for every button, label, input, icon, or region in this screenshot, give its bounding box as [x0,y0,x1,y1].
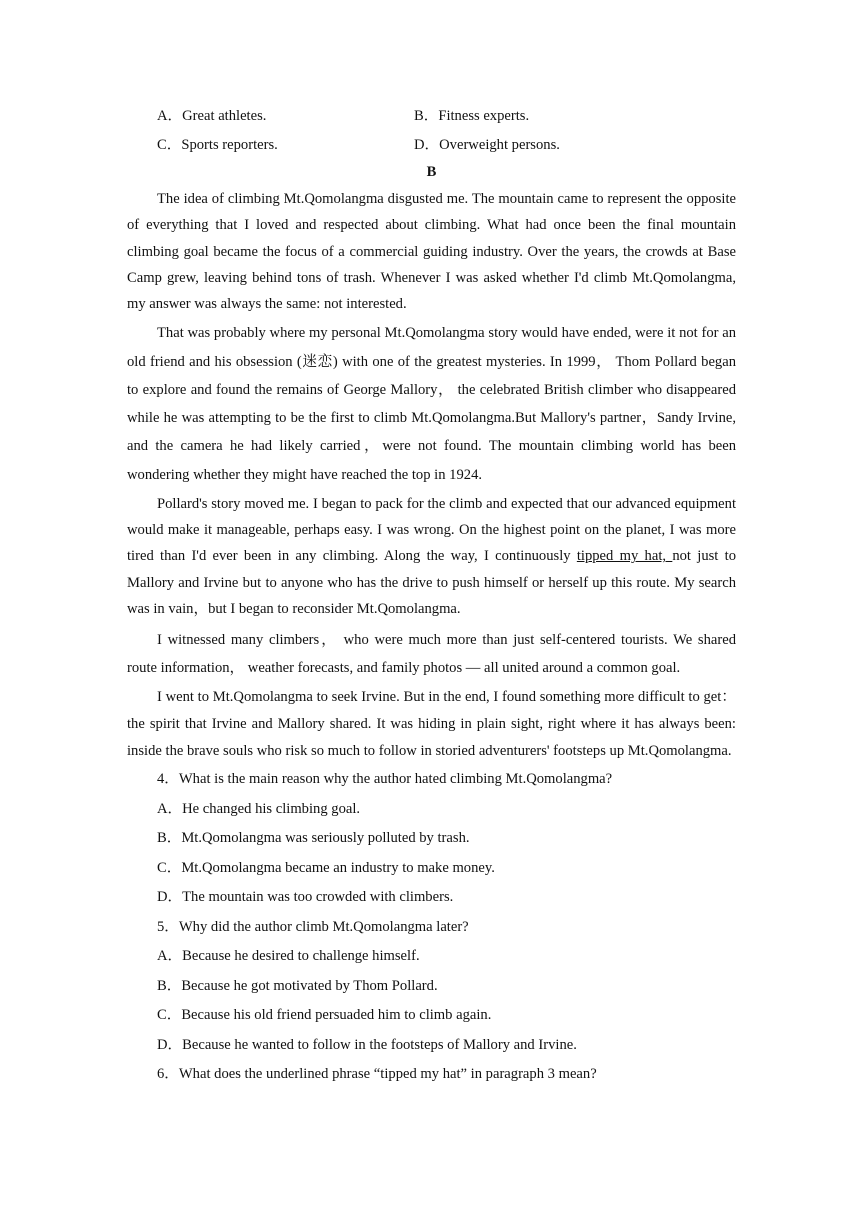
question-5-option-b: B．Because he got motivated by Thom Pollard. [157,977,438,994]
document-page [127,100,736,1090]
prev-option-a: A．Great athletes. [157,108,267,124]
section-title: B [426,164,437,180]
passage-paragraph-2: That was probably where my personal Mt.Qomolangma story would have ended, were it not for an old friend and his obsession (迷恋) with one of the greatest mysteries. In 1999， Thom Pollard began to explore and found the remains of George Mallory， the celebrated British climber who disappeared while he was attempting to be the first to climb Mt.Qomolangma.But Mallory's partner，Sandy Irvine, and the camera he had likely carried，were not found. The mountain climbing world has been wondering whether they might have reached the top in 1924. [127,325,736,483]
question-4-option-d: D．The mountain was too crowded with climbers. [157,889,454,906]
paragraph-3-text-after: not just to Mallory and Irvine but to anyone who has the drive to push himself or herself up this route. My search was in vain，but I began to reconsider Mt.Qomolangma. [127,548,736,617]
question-5-option-d: D．Because he wanted to follow in the footsteps of Mallory and Irvine. [157,1036,577,1053]
question-4: 4．What is the main reason why the author hated climbing Mt.Qomolangma? [157,771,613,788]
paragraph-3-text-before: Pollard's story moved me. I began to pack for the climb and expected that our advanced equipment would make it manageable, perhaps easy. I was wrong. On the highest point on the planet, I was more tired than I'd ever been in any climbing. Along the way, I continuously [127,495,736,565]
prev-options-row-2 [127,129,736,158]
passage-paragraph-5: I went to Mt.Qomolangma to seek Irvine. But in the end, I found something more difficult to get：the spirit that Irvine and Mallory shared. It was hiding in plain sight, right where it has always been: inside the brave souls who risk so much to follow in storied adventurers' footsteps up Mt.Qomolangma. [127,689,736,760]
question-5: 5．Why did the author climb Mt.Qomolangma later? [157,918,469,935]
passage-paragraph-4: I witnessed many climbers， who were much more than just self-centered tourists. We shared route information， weather forecasts, and family photos — all united around a common goal. [127,632,736,677]
prev-option-c: C．Sports reporters. [157,137,278,153]
question-4-option-c: C．Mt.Qomolangma became an industry to make money. [157,859,495,876]
question-5-option-a: A．Because he desired to challenge himself. [157,948,420,965]
prev-option-d: D．Overweight persons. [414,137,560,153]
passage-paragraph-1: The idea of climbing Mt.Qomolangma disgusted me. The mountain came to represent the opposite of everything that I loved and respected about climbing. What had once been the final mountain climbing goal became the focus of a commercial guiding industry. Over the years, the crowds at Base Camp grew, leaving behind tons of trash. Whenever I was asked whether I'd climb Mt.Qomolangma, my answer was always the same: not interested. [127,191,736,313]
question-4-option-b: B．Mt.Qomolangma was seriously polluted by trash. [157,830,470,847]
question-4-option-a: A．He changed his climbing goal. [157,800,361,817]
question-6: 6．What does the underlined phrase “tipped my hat” in paragraph 3 mean? [157,1066,597,1083]
underlined-phrase: tipped my hat, [576,548,673,565]
prev-options-row-1 [127,100,736,129]
passage-paragraph-3 [127,491,736,622]
prev-option-b: B．Fitness experts. [414,108,530,124]
question-5-option-c: C．Because his old friend persuaded him to climb again. [157,1007,492,1024]
